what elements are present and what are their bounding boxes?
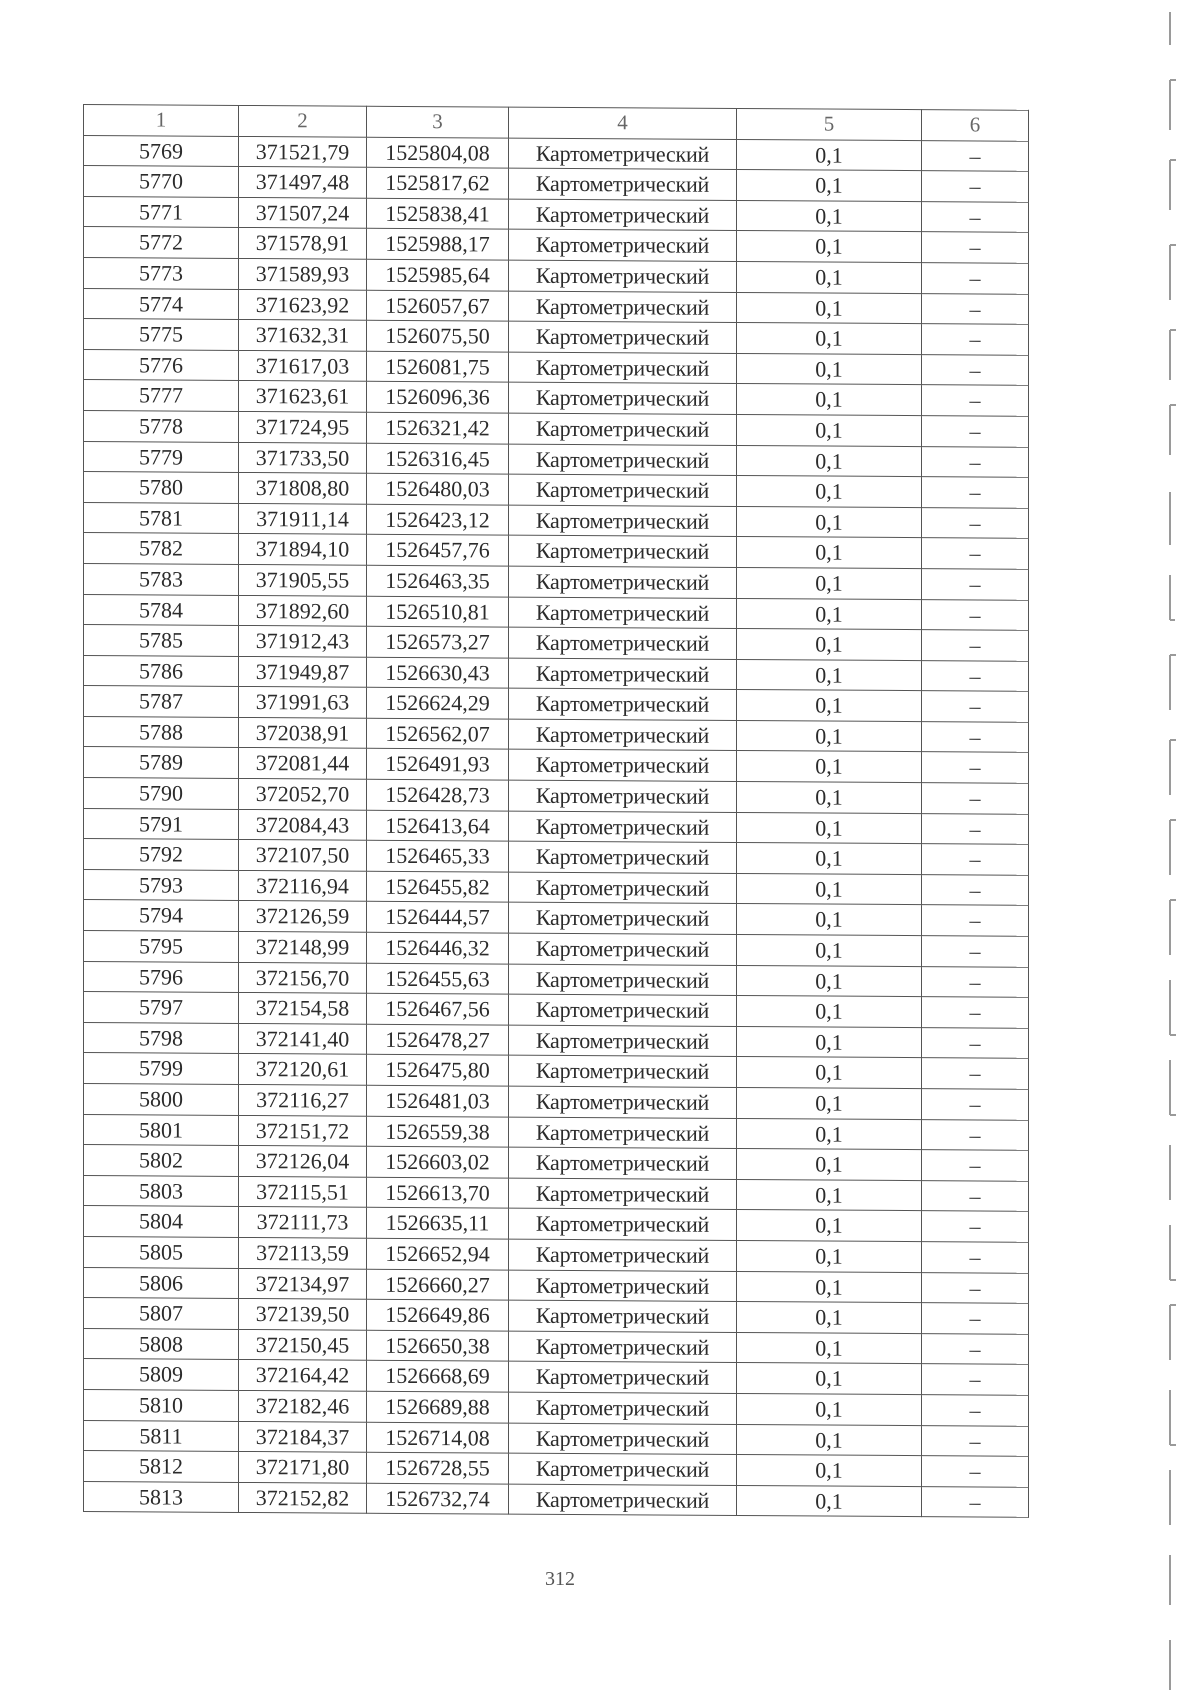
method-cell: Картометрический [509,382,737,414]
coordinates-table [83,104,1029,1518]
y-coordinate-cell: 1526603,02 [367,1146,509,1177]
note-cell: – [922,721,1029,752]
note-cell: – [922,752,1029,783]
point-number-cell: 5791 [84,808,239,840]
column-header-3: 3 [367,106,509,137]
y-coordinate-cell: 1526668,69 [367,1361,509,1392]
y-coordinate-cell: 1526714,08 [367,1422,509,1453]
point-number-cell: 5794 [84,900,239,932]
y-coordinate-cell: 1526463,35 [367,565,509,596]
note-cell: – [922,201,1029,232]
accuracy-cell: 0,1 [737,1424,922,1456]
point-number-cell: 5772 [84,227,239,259]
point-number-cell: 5799 [84,1053,239,1085]
x-coordinate-cell: 371911,14 [239,503,367,534]
point-number-cell: 5807 [84,1298,239,1330]
accuracy-cell: 0,1 [737,1240,922,1272]
y-coordinate-cell: 1526660,27 [367,1269,509,1300]
method-cell: Картометрический [509,260,737,292]
x-coordinate-cell: 372156,70 [239,962,367,993]
note-cell: – [922,232,1029,263]
x-coordinate-cell: 372081,44 [239,748,367,779]
point-number-cell: 5773 [84,257,239,289]
note-cell: – [922,293,1029,324]
point-number-cell: 5793 [84,869,239,901]
accuracy-cell: 0,1 [737,1026,922,1058]
accuracy-cell: 0,1 [737,170,922,202]
y-coordinate-cell: 1526316,45 [367,443,509,474]
point-number-cell: 5805 [84,1236,239,1268]
accuracy-cell: 0,1 [737,1332,922,1364]
point-number-cell: 5802 [84,1145,239,1177]
point-number-cell: 5810 [84,1389,239,1421]
point-number-cell: 5789 [84,747,239,779]
method-cell: Картометрический [509,352,737,384]
method-cell: Картометрический [509,597,737,629]
accuracy-cell: 0,1 [737,873,922,905]
point-number-cell: 5780 [84,472,239,504]
accuracy-cell: 0,1 [737,812,922,844]
note-cell: – [922,630,1029,661]
accuracy-cell: 0,1 [737,261,922,293]
accuracy-cell: 0,1 [737,1057,922,1089]
method-cell: Картометрический [509,1239,737,1271]
y-coordinate-cell: 1526689,88 [367,1391,509,1422]
method-cell: Картометрический [509,444,737,476]
binding-edge-marks [1160,0,1200,1698]
point-number-cell: 5811 [84,1420,239,1452]
note-cell: – [922,660,1029,691]
note-cell: – [922,416,1029,447]
method-cell: Картометрический [509,1392,737,1424]
note-cell: – [922,324,1029,355]
x-coordinate-cell: 371521,79 [239,136,367,167]
method-cell: Картометрический [509,413,737,445]
method-cell: Картометрический [509,1025,737,1057]
accuracy-cell: 0,1 [737,353,922,385]
x-coordinate-cell: 372152,82 [239,1482,367,1513]
x-coordinate-cell: 371623,61 [239,381,367,412]
method-cell: Картометрический [509,535,737,567]
accuracy-cell: 0,1 [737,445,922,477]
x-coordinate-cell: 372038,91 [239,717,367,748]
point-number-cell: 5792 [84,839,239,871]
x-coordinate-cell: 372164,42 [239,1360,367,1391]
point-number-cell: 5779 [84,441,239,473]
y-coordinate-cell: 1526481,03 [367,1085,509,1116]
point-number-cell: 5804 [84,1206,239,1238]
method-cell: Картометрический [509,1086,737,1118]
note-cell: – [922,569,1029,600]
note-cell: – [922,1272,1029,1303]
point-number-cell: 5781 [84,502,239,534]
point-number-cell: 5784 [84,594,239,626]
point-number-cell: 5770 [84,166,239,198]
x-coordinate-cell: 371808,80 [239,473,367,504]
y-coordinate-cell: 1526321,42 [367,412,509,443]
y-coordinate-cell: 1526444,57 [367,902,509,933]
y-coordinate-cell: 1526491,93 [367,749,509,780]
y-coordinate-cell: 1526480,03 [367,473,509,504]
method-cell: Картометрический [509,964,737,996]
x-coordinate-cell: 372154,58 [239,993,367,1024]
note-cell: – [922,905,1029,936]
note-cell: – [922,263,1029,294]
accuracy-cell: 0,1 [737,1393,922,1425]
note-cell: – [922,813,1029,844]
point-number-cell: 5777 [84,380,239,412]
accuracy-cell: 0,1 [737,1302,922,1334]
y-coordinate-cell: 1526732,74 [367,1483,509,1514]
x-coordinate-cell: 372116,94 [239,870,367,901]
x-coordinate-cell: 372120,61 [239,1054,367,1085]
method-cell: Картометрический [509,1270,737,1302]
method-cell: Картометрический [509,1453,737,1485]
point-number-cell: 5769 [84,135,239,167]
accuracy-cell: 0,1 [737,567,922,599]
method-cell: Картометрический [509,1178,737,1210]
accuracy-cell: 0,1 [737,629,922,661]
method-cell: Картометрический [509,627,737,659]
accuracy-cell: 0,1 [737,598,922,630]
x-coordinate-cell: 372150,45 [239,1329,367,1360]
point-number-cell: 5785 [84,625,239,657]
method-cell: Картометрический [509,566,737,598]
y-coordinate-cell: 1526613,70 [367,1177,509,1208]
x-coordinate-cell: 372052,70 [239,779,367,810]
note-cell: – [922,1242,1029,1273]
x-coordinate-cell: 372134,97 [239,1268,367,1299]
accuracy-cell: 0,1 [737,384,922,416]
point-number-cell: 5788 [84,716,239,748]
accuracy-cell: 0,1 [737,720,922,752]
method-cell: Картометрический [509,321,737,353]
method-cell: Картометрический [509,903,737,935]
method-cell: Картометрический [509,933,737,965]
method-cell: Картометрический [509,1361,737,1393]
y-coordinate-cell: 1526562,07 [367,718,509,749]
point-number-cell: 5801 [84,1114,239,1146]
note-cell: – [922,966,1029,997]
column-header-4: 4 [509,107,737,139]
method-cell: Картометрический [509,658,737,690]
accuracy-cell: 0,1 [737,1087,922,1119]
point-number-cell: 5800 [84,1084,239,1116]
point-number-cell: 5786 [84,655,239,687]
point-number-cell: 5787 [84,686,239,718]
method-cell: Картометрический [509,1208,737,1240]
point-number-cell: 5796 [84,961,239,993]
accuracy-cell: 0,1 [737,231,922,263]
method-cell: Картометрический [509,168,737,200]
y-coordinate-cell: 1526413,64 [367,810,509,841]
method-cell: Картометрический [509,994,737,1026]
x-coordinate-cell: 372115,51 [239,1176,367,1207]
x-coordinate-cell: 371623,92 [239,289,367,320]
accuracy-cell: 0,1 [737,476,922,508]
method-cell: Картометрический [509,229,737,261]
x-coordinate-cell: 372182,46 [239,1390,367,1421]
point-number-cell: 5771 [84,196,239,228]
accuracy-cell: 0,1 [737,1271,922,1303]
method-cell: Картометрический [509,505,737,537]
x-coordinate-cell: 372116,27 [239,1084,367,1115]
y-coordinate-cell: 1526057,67 [367,290,509,321]
method-cell: Картометрический [509,841,737,873]
point-number-cell: 5806 [84,1267,239,1299]
column-header-2: 2 [239,105,367,136]
y-coordinate-cell: 1526075,50 [367,320,509,351]
x-coordinate-cell: 371507,24 [239,197,367,228]
y-coordinate-cell: 1525988,17 [367,229,509,260]
accuracy-cell: 0,1 [737,537,922,569]
note-cell: – [922,477,1029,508]
x-coordinate-cell: 371724,95 [239,411,367,442]
point-number-cell: 5790 [84,778,239,810]
point-number-cell: 5808 [84,1328,239,1360]
table-row [84,1481,1029,1517]
y-coordinate-cell: 1526652,94 [367,1238,509,1269]
point-number-cell: 5776 [84,349,239,381]
x-coordinate-cell: 371632,31 [239,320,367,351]
accuracy-cell: 0,1 [737,292,922,324]
x-coordinate-cell: 371617,03 [239,350,367,381]
y-coordinate-cell: 1526081,75 [367,351,509,382]
accuracy-cell: 0,1 [737,1149,922,1181]
note-cell: – [922,140,1029,171]
column-header-1: 1 [84,105,239,137]
accuracy-cell: 0,1 [737,843,922,875]
accuracy-cell: 0,1 [737,1118,922,1150]
y-coordinate-cell: 1525985,64 [367,259,509,290]
x-coordinate-cell: 371892,60 [239,595,367,626]
point-number-cell: 5775 [84,319,239,351]
note-cell: – [922,1456,1029,1487]
y-coordinate-cell: 1526573,27 [367,626,509,657]
column-header-5: 5 [737,108,922,140]
accuracy-cell: 0,1 [737,1363,922,1395]
x-coordinate-cell: 371912,43 [239,626,367,657]
y-coordinate-cell: 1526559,38 [367,1116,509,1147]
y-coordinate-cell: 1526624,29 [367,688,509,719]
method-cell: Картометрический [509,750,737,782]
accuracy-cell: 0,1 [737,414,922,446]
accuracy-cell: 0,1 [737,904,922,936]
point-number-cell: 5812 [84,1451,239,1483]
y-coordinate-cell: 1526457,76 [367,535,509,566]
method-cell: Картометрический [509,1331,737,1363]
point-number-cell: 5783 [84,563,239,595]
note-cell: – [922,691,1029,722]
method-cell: Картометрический [509,688,737,720]
note-cell: – [922,844,1029,875]
method-cell: Картометрический [509,1117,737,1149]
accuracy-cell: 0,1 [737,690,922,722]
point-number-cell: 5813 [84,1481,239,1513]
point-number-cell: 5782 [84,533,239,565]
y-coordinate-cell: 1526423,12 [367,504,509,535]
note-cell: – [922,1089,1029,1120]
x-coordinate-cell: 372171,80 [239,1452,367,1483]
note-cell: – [922,1486,1029,1517]
method-cell: Картометрический [509,1056,737,1088]
accuracy-cell: 0,1 [737,935,922,967]
y-coordinate-cell: 1526467,56 [367,993,509,1024]
accuracy-cell: 0,1 [737,1485,922,1517]
y-coordinate-cell: 1526465,33 [367,840,509,871]
note-cell: – [922,1058,1029,1089]
y-coordinate-cell: 1526635,11 [367,1208,509,1239]
y-coordinate-cell: 1526428,73 [367,779,509,810]
method-cell: Картометрический [509,1147,737,1179]
x-coordinate-cell: 372126,04 [239,1146,367,1177]
point-number-cell: 5798 [84,1022,239,1054]
x-coordinate-cell: 371894,10 [239,534,367,565]
note-cell: – [922,1150,1029,1181]
method-cell: Картометрический [509,1300,737,1332]
y-coordinate-cell: 1526478,27 [367,1024,509,1055]
y-coordinate-cell: 1526455,63 [367,963,509,994]
y-coordinate-cell: 1526446,32 [367,932,509,963]
accuracy-cell: 0,1 [737,1455,922,1487]
x-coordinate-cell: 372113,59 [239,1237,367,1268]
method-cell: Картометрический [509,474,737,506]
x-coordinate-cell: 372141,40 [239,1023,367,1054]
x-coordinate-cell: 371497,48 [239,167,367,198]
y-coordinate-cell: 1526649,86 [367,1299,509,1330]
x-coordinate-cell: 372107,50 [239,840,367,871]
y-coordinate-cell: 1526455,82 [367,871,509,902]
method-cell: Картометрический [509,1484,737,1516]
note-cell: – [922,599,1029,630]
accuracy-cell: 0,1 [737,751,922,783]
y-coordinate-cell: 1526096,36 [367,382,509,413]
point-number-cell: 5809 [84,1359,239,1391]
y-coordinate-cell: 1525804,08 [367,137,509,168]
method-cell: Картометрический [509,811,737,843]
accuracy-cell: 0,1 [737,996,922,1028]
note-cell: – [922,874,1029,905]
x-coordinate-cell: 371905,55 [239,564,367,595]
column-header-6: 6 [922,110,1029,141]
accuracy-cell: 0,1 [737,200,922,232]
x-coordinate-cell: 372184,37 [239,1421,367,1452]
point-number-cell: 5778 [84,410,239,442]
table-body [84,135,1029,1517]
method-cell: Картометрический [509,199,737,231]
y-coordinate-cell: 1526650,38 [367,1330,509,1361]
note-cell: – [922,783,1029,814]
x-coordinate-cell: 371991,63 [239,687,367,718]
note-cell: – [922,538,1029,569]
x-coordinate-cell: 372151,72 [239,1115,367,1146]
y-coordinate-cell: 1526510,81 [367,596,509,627]
accuracy-cell: 0,1 [737,139,922,171]
y-coordinate-cell: 1526630,43 [367,657,509,688]
note-cell: – [922,1119,1029,1150]
accuracy-cell: 0,1 [737,506,922,538]
method-cell: Картометрический [509,138,737,170]
x-coordinate-cell: 372126,59 [239,901,367,932]
accuracy-cell: 0,1 [737,782,922,814]
note-cell: – [922,385,1029,416]
accuracy-cell: 0,1 [737,965,922,997]
point-number-cell: 5795 [84,931,239,963]
note-cell: – [922,446,1029,477]
y-coordinate-cell: 1525838,41 [367,198,509,229]
x-coordinate-cell: 372139,50 [239,1299,367,1330]
method-cell: Картометрический [509,780,737,812]
note-cell: – [922,1180,1029,1211]
accuracy-cell: 0,1 [737,1179,922,1211]
note-cell: – [922,507,1029,538]
x-coordinate-cell: 372148,99 [239,931,367,962]
accuracy-cell: 0,1 [737,659,922,691]
note-cell: – [922,171,1029,202]
note-cell: – [922,354,1029,385]
note-cell: – [922,1425,1029,1456]
note-cell: – [922,1027,1029,1058]
method-cell: Картометрический [509,1423,737,1455]
y-coordinate-cell: 1526728,55 [367,1452,509,1483]
x-coordinate-cell: 372111,73 [239,1207,367,1238]
note-cell: – [922,1303,1029,1334]
x-coordinate-cell: 371589,93 [239,258,367,289]
point-number-cell: 5774 [84,288,239,320]
method-cell: Картометрический [509,719,737,751]
note-cell: – [922,997,1029,1028]
x-coordinate-cell: 371578,91 [239,228,367,259]
note-cell: – [922,1395,1029,1426]
y-coordinate-cell: 1525817,62 [367,167,509,198]
x-coordinate-cell: 371733,50 [239,442,367,473]
accuracy-cell: 0,1 [737,323,922,355]
note-cell: – [922,1211,1029,1242]
x-coordinate-cell: 372084,43 [239,809,367,840]
note-cell: – [922,1364,1029,1395]
note-cell: – [922,1333,1029,1364]
y-coordinate-cell: 1526475,80 [367,1055,509,1086]
method-cell: Картометрический [509,872,737,904]
point-number-cell: 5797 [84,992,239,1024]
method-cell: Картометрический [509,291,737,323]
page-number: 312 [545,1568,575,1590]
note-cell: – [922,936,1029,967]
x-coordinate-cell: 371949,87 [239,656,367,687]
point-number-cell: 5803 [84,1175,239,1207]
accuracy-cell: 0,1 [737,1210,922,1242]
